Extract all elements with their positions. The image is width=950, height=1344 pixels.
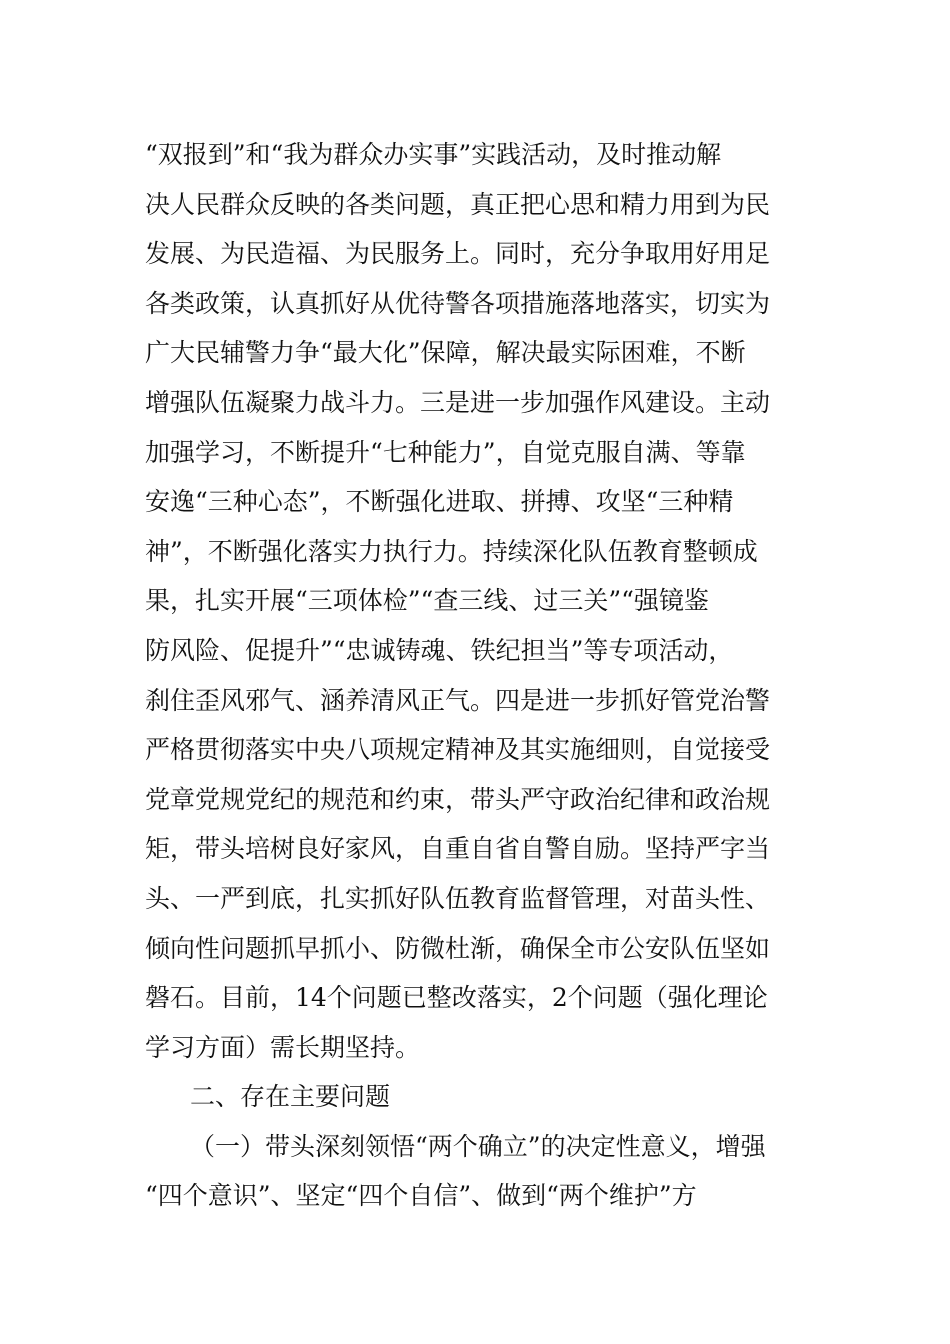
text-line: “双报到”和“我为群众办实事”实践活动，及时推动解 (145, 140, 722, 169)
text-line: 决人民群众反映的各类问题，真正把心思和精力用到为民 (145, 189, 771, 219)
text-line: 神”，不断强化落实力执行力。持续深化队伍教育整顿成 (145, 536, 758, 566)
text-line: 增强队伍凝聚力战斗力。三是进一步加强作风建设。主动 (145, 387, 771, 417)
text-line: 果，扎实开展“三项体检”“查三线、过三关”“强镜鉴 (145, 586, 709, 616)
text-line: 刹住歪风邪气、涵养清风正气。四是进一步抓好管党治警 (145, 685, 771, 715)
section-heading: 二、存在主要问题 (190, 1082, 391, 1112)
text-line: 加强学习，不断提升“七种能力”，自觉克服自满、等靠 (145, 437, 746, 467)
text-line: 各类政策，认真抓好从优待警各项措施落地落实，切实为 (145, 288, 771, 318)
text-line: 广大民辅警力争“最大化”保障，解决最实际困难，不断 (145, 338, 746, 368)
subsection-line: “四个意识”、坚定“四个自信”、做到“两个维护”方 (145, 1181, 697, 1211)
text-line: 矩，带头培树良好家风，自重自省自警自励。坚持严字当 (145, 834, 771, 864)
body-text (145, 130, 815, 1221)
text-line: 倾向性问题抓早抓小、防微杜渐，确保全市公安队伍坚如 (145, 933, 771, 963)
subsection-line: （一）带头深刻领悟“两个确立”的决定性意义，增强 (190, 1131, 766, 1161)
text-line: 发展、为民造福、为民服务上。同时，充分争取用好用足 (145, 239, 771, 269)
text-line: 安逸“三种心态”，不断强化进取、拼搏、攻坚“三种精 (145, 487, 734, 517)
text-line: 防风险、促提升”“忠诚铸魂、铁纪担当”等专项活动， (145, 635, 734, 665)
text-line: 党章党规党纪的规范和约束，带头严守政治纪律和政治规 (145, 784, 771, 814)
text-line: 头、一严到底，扎实抓好队伍教育监督管理，对苗头性、 (145, 883, 771, 913)
text-line: 磐石。目前，14个问题已整改落实，2个问题（强化理论 (145, 983, 768, 1013)
text-line: 学习方面）需长期坚持。 (145, 1032, 421, 1062)
text-line: 严格贯彻落实中央八项规定精神及其实施细则，自觉接受 (145, 735, 771, 765)
